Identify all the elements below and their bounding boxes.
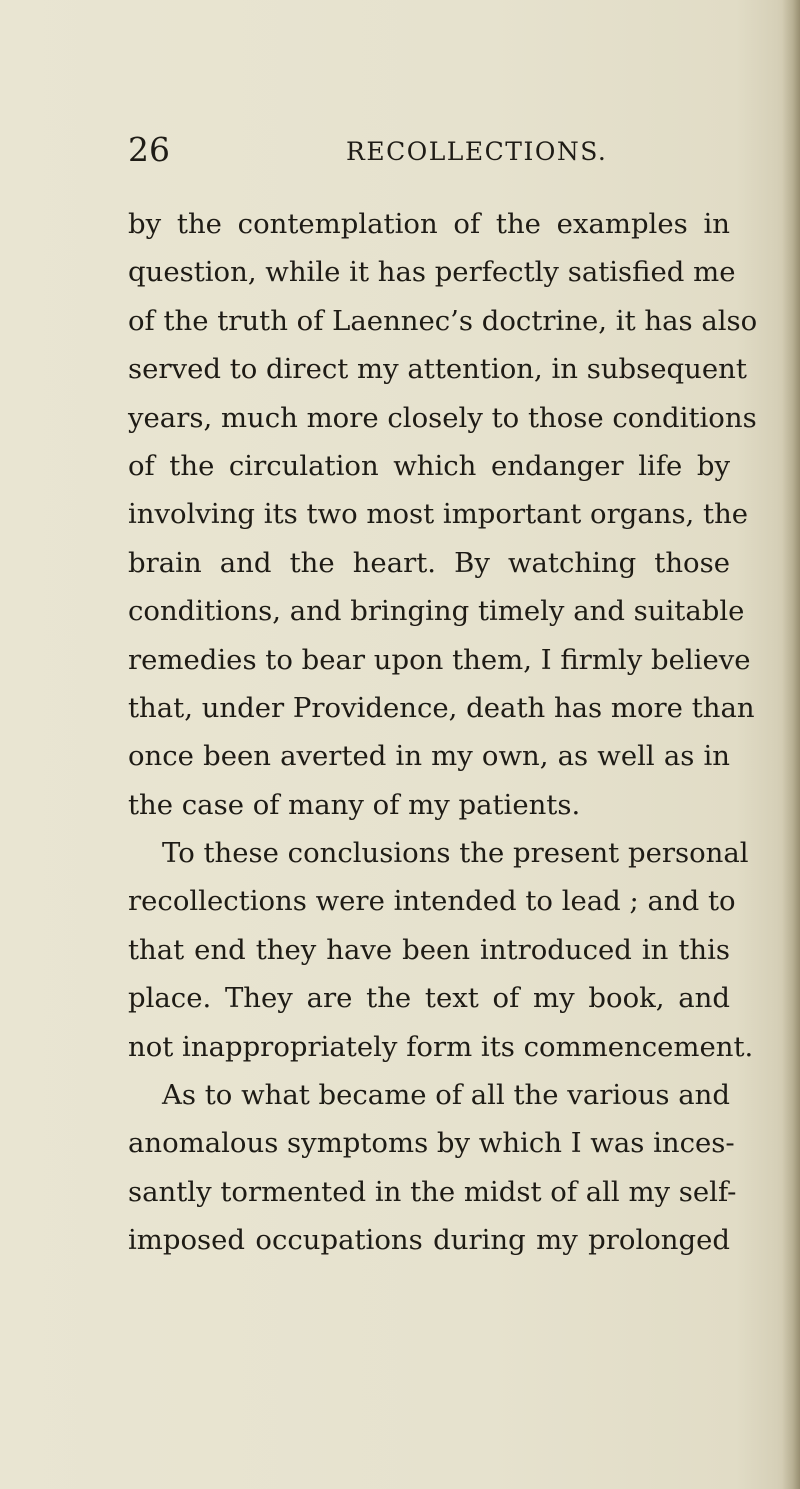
text-line: years, much more closely to those conditions <box>128 401 757 434</box>
text-line: of the truth of Laennec’s doctrine, it has also <box>128 304 758 337</box>
text-line: by the contemplation of the examples in <box>128 208 730 240</box>
text-line: place. They are the text of my book, and <box>128 982 730 1015</box>
text-line: once been averted in my own, as well as in <box>128 740 730 773</box>
page-edge-shadow <box>782 0 800 1489</box>
text-line: that, under Providence, death has more than <box>128 691 755 724</box>
text-line: served to direct my attention, in subsequent <box>128 353 747 386</box>
paragraph-start-line: As to what became of all the various and <box>162 1079 730 1112</box>
running-title: RECOLLECTIONS. <box>346 137 608 166</box>
text-line: conditions, and bringing timely and suitable <box>128 595 745 628</box>
paragraph-end-line: not inappropriately form its commencement. <box>128 1030 754 1063</box>
paragraph-end-line: the case of many of my patients. <box>128 788 581 821</box>
text-line: involving its two most important organs, the <box>128 498 749 531</box>
text-line: question, while it has perfectly satisfied me <box>128 256 736 289</box>
text-line: of the circulation which endanger life by <box>128 449 730 482</box>
text-line: brain and the heart. By watching those <box>128 546 730 579</box>
text-line: imposed occupations during my prolonged <box>128 1224 730 1257</box>
paragraph-start-line: To these conclusions the present personal <box>162 837 749 870</box>
text-line: anomalous symptoms by which I was inces- <box>128 1127 735 1160</box>
text-line: remedies to bear upon them, I firmly believe <box>128 643 751 676</box>
page-number: 26 <box>128 130 170 169</box>
body-text <box>128 200 758 1265</box>
text-line: santly tormented in the midst of all my self- <box>128 1175 737 1208</box>
running-head <box>128 130 658 170</box>
text-line: that end they have been introduced in this <box>128 933 730 966</box>
text-line: recollections were intended to lead ; and to <box>128 885 736 918</box>
